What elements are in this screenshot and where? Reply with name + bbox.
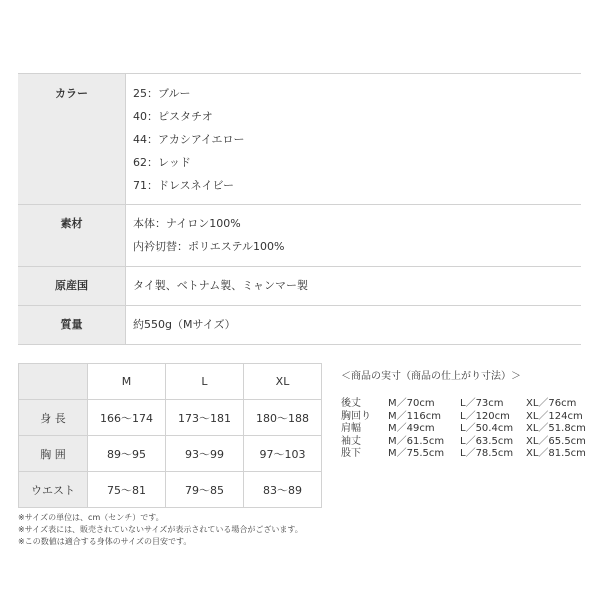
size-row-chest — [19, 436, 322, 472]
size-cell: 79～85 — [166, 472, 244, 508]
note: ※サイズの単位は、cm（センチ）です。 — [18, 513, 164, 522]
actual-l: L／73cm — [460, 398, 504, 409]
size-row-height — [19, 400, 322, 436]
actual-l: L／63.5cm — [460, 435, 514, 447]
actual-label: 後丈 — [341, 398, 361, 409]
size-notes — [18, 512, 303, 548]
note: ※サイズ表には、販売されていないサイズが表示されている場合がございます。 — [18, 525, 303, 534]
actual-measurements-title: ＜商品の実寸（商品の仕上がり寸法）＞ — [341, 371, 521, 382]
note: ※この数値は適合する身体のサイズの目安です。 — [18, 537, 192, 546]
spec-value-line: 44：アカシアイエロー — [133, 133, 245, 146]
size-row-waist — [19, 472, 322, 508]
size-header-l: L — [166, 364, 244, 400]
actual-label: 胸回り — [341, 410, 371, 422]
actual-m: M／116cm — [388, 410, 441, 422]
actual-measurements — [341, 367, 586, 461]
actual-row — [341, 448, 586, 461]
spec-value-line: 71：ドレスネイビー — [133, 179, 235, 192]
size-cell: 83～89 — [244, 472, 322, 508]
spec-value-line: 62：レッド — [133, 156, 191, 169]
spec-label: 質量 — [18, 306, 126, 345]
actual-label: 肩幅 — [341, 423, 361, 434]
actual-xl: XL／124cm — [526, 410, 583, 422]
actual-l: L／120cm — [460, 410, 510, 422]
actual-xl: XL／76cm — [526, 398, 577, 409]
spec-row-color — [18, 74, 581, 205]
size-cell: 93～99 — [166, 436, 244, 472]
actual-m: M／49cm — [388, 423, 435, 434]
actual-row — [341, 398, 577, 411]
size-cell: 166～174 — [88, 400, 166, 436]
spec-value-line: 25：ブルー — [133, 87, 191, 100]
size-row-label: 身 長 — [19, 400, 88, 436]
actual-xl: XL／65.5cm — [526, 435, 586, 447]
spec-value — [126, 205, 582, 267]
size-cell: 180～188 — [244, 400, 322, 436]
size-cell: 97～103 — [244, 436, 322, 472]
spec-table — [18, 73, 581, 345]
actual-xl: XL／81.5cm — [526, 448, 586, 459]
size-table — [18, 363, 322, 508]
actual-m: M／61.5cm — [388, 435, 445, 447]
spec-value-line: 本体：ナイロン100% — [133, 217, 241, 230]
spec-label: 素材 — [18, 205, 126, 267]
spec-value — [126, 74, 582, 205]
actual-row — [341, 423, 586, 436]
spec-row-weight — [18, 306, 581, 345]
actual-l: L／50.4cm — [460, 423, 514, 434]
spec-label: 原産国 — [18, 267, 126, 306]
actual-row — [341, 435, 586, 449]
spec-value — [126, 306, 582, 345]
size-header-m: M — [88, 364, 166, 400]
spec-row-material — [18, 205, 581, 267]
actual-label: 股下 — [341, 448, 361, 459]
size-row-label: ウエスト — [19, 472, 88, 508]
size-header-blank — [19, 364, 88, 400]
actual-xl: XL／51.8cm — [526, 423, 586, 434]
spec-value — [126, 267, 582, 306]
size-cell: 173～181 — [166, 400, 244, 436]
size-header-xl: XL — [244, 364, 322, 400]
actual-row — [341, 410, 583, 424]
spec-value-line: 内衿切替：ポリエステル100% — [133, 240, 285, 253]
spec-label: カラー — [18, 74, 126, 205]
spec-value-line: 約550g（Mサイズ） — [133, 318, 236, 331]
size-table-header — [19, 364, 322, 400]
actual-label: 袖丈 — [341, 435, 361, 447]
actual-m: M／70cm — [388, 398, 435, 409]
size-row-label: 胸 囲 — [19, 436, 88, 472]
actual-l: L／78.5cm — [460, 448, 514, 459]
spec-value-line: タイ製、ベトナム製、ミャンマー製 — [133, 279, 309, 292]
spec-value-line: 40：ピスタチオ — [133, 110, 213, 123]
size-cell: 89～95 — [88, 436, 166, 472]
size-cell: 75～81 — [88, 472, 166, 508]
actual-m: M／75.5cm — [388, 448, 445, 459]
spec-row-origin — [18, 267, 581, 306]
